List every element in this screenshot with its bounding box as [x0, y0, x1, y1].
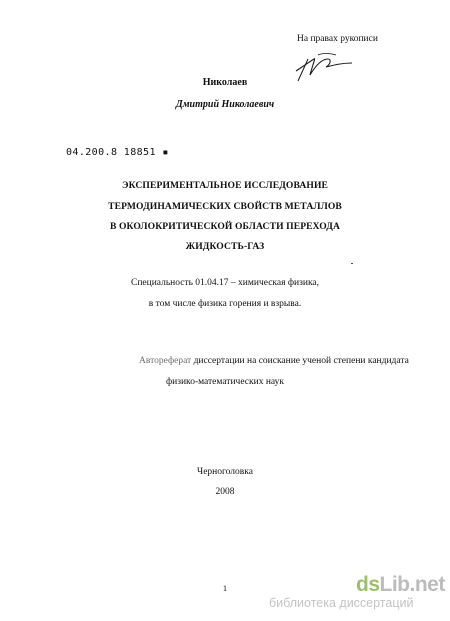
specialty-line: в том числе физика горения и взрыва. [148, 299, 302, 309]
watermark-logo [356, 573, 445, 597]
title-line: ТЕРМОДИНАМИЧЕСКИХ СВОЙСТВ МЕТАЛЛОВ [108, 201, 342, 212]
print-speckle [351, 263, 353, 264]
abstract-line-rest: диссертации на соискание ученой степени кандидата [191, 356, 409, 366]
watermark-logo-prefix: ds [356, 573, 380, 596]
page-number: 1 [222, 583, 228, 593]
specialty-line: Специальность 01.04.17 – химическая физика, [130, 278, 320, 288]
title-line: В ОКОЛОКРИТИЧЕСКОЙ ОБЛАСТИ ПЕРЕХОДА [109, 221, 341, 232]
abstract-degree: физико-математических наук [165, 377, 285, 387]
place-name: Черноголовка [197, 467, 253, 477]
watermark-logo-rest: Lib.net [379, 573, 445, 596]
registration-number-stamp [66, 147, 169, 158]
author-surname: Николаев [202, 77, 248, 88]
stamp-mark-icon: ▪ [162, 147, 169, 158]
year: 2008 [215, 487, 235, 497]
abstract-faded-word: Автореферат [139, 356, 192, 366]
title-line: ЖИДКОСТЬ-ГАЗ [185, 241, 265, 252]
registration-number: 04.200.8 18851 [66, 147, 156, 158]
watermark-subtitle: библиотека диссертаций [269, 596, 414, 610]
rights-notice: На правах рукописи [297, 34, 378, 44]
abstract-line [139, 356, 409, 366]
title-line: ЭКСПЕРИМЕНТАЛЬНОЕ ИССЛЕДОВАНИЕ [121, 180, 329, 191]
author-full-name: Дмитрий Николаевич [175, 99, 275, 110]
